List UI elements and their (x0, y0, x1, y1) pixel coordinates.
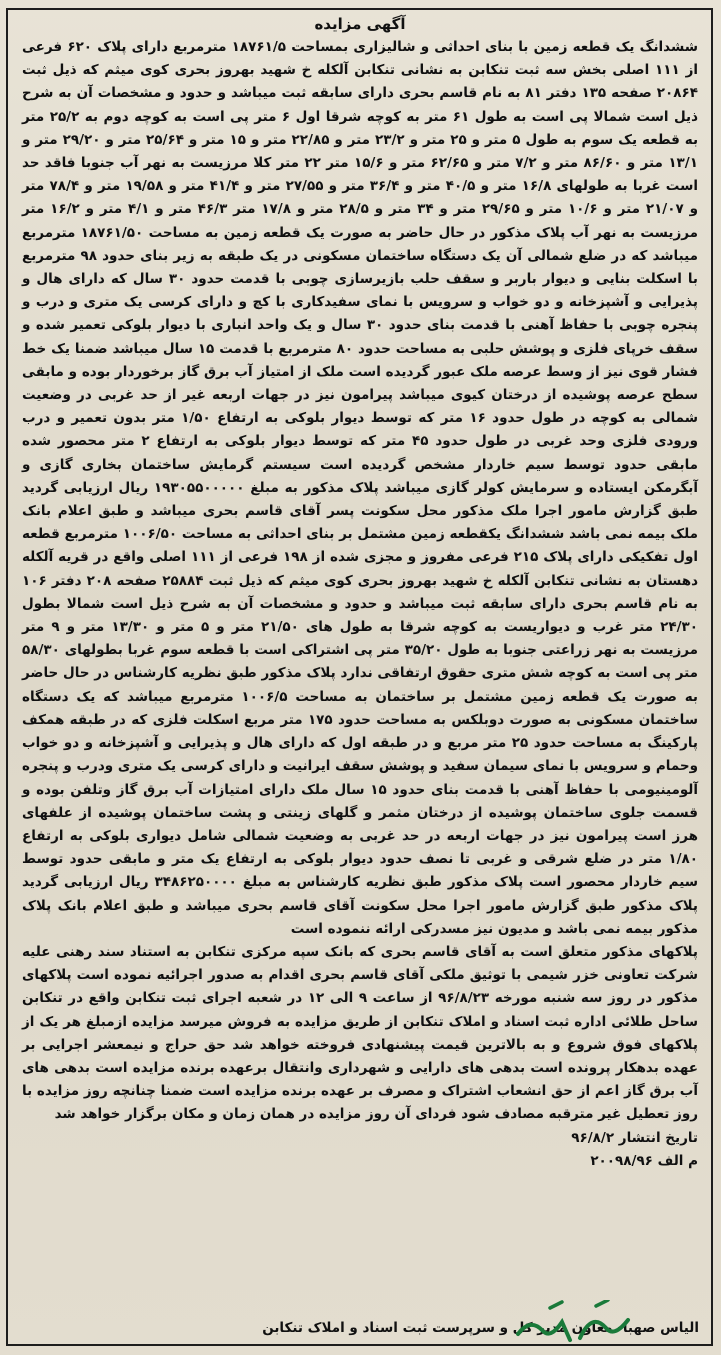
signature-line: الیاس صهبا- معاون مدیر کل و سرپرست ثبت اسناد و املاک تنکابن (262, 1320, 699, 1336)
handwritten-annotation (510, 1300, 640, 1350)
reference-number: م الف ۲۰۰۹۸/۹۶ (590, 1152, 698, 1169)
notice-paragraph-2: پلاکهای مذکور متعلق است به آقای قاسم بحری که بانک سپه مرکزی تنکابن به استناد سند رهنی علیه شرکت تعاونی خزر شیمی با توثیق ملکی آقای قاسم بحری اقدام به صدور اجرائیه نموده است پلاکهای مذکور در روز سه شنبه مورخه ۹۶/۸/۲۳ از ساعت ۹ الی ۱۲ در شعبه اجرای ثبت تنکابن واقع در تنکابن ساحل طلائی اداره ثبت اسناد و املاک تنکابن از طریق مزایده به فروش میرسد مزایده ازمبلغ هر یک از پلاکهای فوق شروع و به بالاترین قیمت پیشنهادی فروخته خواهد شد حق حراج و نیمعشر اجرایی بر عهده بدهکار پرونده است بدهی های دارایی و شهرداری وانتقال برعهده برنده مزایده است بدهی های آب برق گاز اعم از حق انشعاب اشتراک و مصرف بر عهده برنده مزایده است ضمنا چنانچه روز مزایده با روز تعطیل غیر مترقبه مصادف شود فردای آن روز مزایده در همان زمان و مکان برگزار خواهد شد (22, 943, 698, 1123)
notice-paragraph-1: ششدانگ یک قطعه زمین با بنای احداثی و شالیزاری بمساحت ۱۸۷۶۱/۵ مترمربع دارای پلاک ۶۲۰ فرعی از ۱۱۱ اصلی بخش سه ثبت تنکابن به نشانی تنکابن آلکله خ شهید بهروز بحری کوی میثم که ذیل ثبت ۲۰۸۶۴ صفحه ۱۳۵ دفتر ۸۱ به نام قاسم بحری دارای سابقه ثبت میباشد و حدود و مشخصات آن به شرح ذیل است شمالا پی است به طول ۶۱ متر به کوچه شرقا اول ۶ متر پی است به کوچه دوم به ۲۵/۲ متر به قطعه یک سوم به طول ۵ متر و ۲۵ متر و ۲۳/۲ متر و ۲۲/۸۵ متر و ۱۵ متر و ۲۵/۶۴ متر و ۲۹/۲۰ متر و ۱۳/۱ متر و ۸۶/۶۰ متر و ۷/۲ متر و ۶۲/۶۵ متر و ۱۵/۶ متر ۲۲ متر کلا مرزیست به نهر آب جنوبا فاقد حد است غربا به طولهای ۱۶/۸ متر و ۴۰/۵ متر و ۳۶/۴ متر و ۲۷/۵۵ متر و ۴۱/۴ متر و ۱۹/۵۸ متر و ۷۸/۴ متر و ۲۱/۰۷ متر و ۱۰/۶ متر و ۲۹/۶۵ متر و ۳۴ متر و ۲۸/۵ متر و ۱۷/۸ متر ۴۶/۳ متر و ۴/۱ متر و ۱۶/۲ متر مرزیست به نهر آب پلاک مذکور در حال حاضر به صورت یک قطعه زمین به مساحت ۱۸۷۶۱/۵۰ مترمربع میباشد که در ضلع شمالی آن یک دستگاه ساختمان مسکونی در یک طبقه به زیر بنای حدود ۹۸ مترمربع با اسکلت بنایی و دیوار باربر و سقف حلب بازیرسازی چوبی با قدمت حدود ۳۰ سال که دارای هال و پذیرایی و آشپزخانه و دو خواب و سرویس با نمای سفیدکاری با کچ و دارای کرسی یک متری و درب و پنجره چوبی با حفاظ آهنی با قدمت بنای حدود ۳۰ سال و یک واحد انباری با دیوار بلوکی تعمیر شده و سقف خرپای فلزی و پوشش حلبی به مساحت حدود ۸۰ مترمربع با قدمت ۱۵ سال میباشد ضمنا یک خط فشار قوی نیز از وسط عرصه ملک عبور گردیده است ملک از امتیاز آب برق گاز برخوردار بوده و مابقی سطح عرصه پوشیده از درختان کیوی میباشد پیرامون نیز در جهات اربعه غیر از حد غربی در وضعیت شمالی به کوچه در طول حدود ۱۶ متر که توسط دیوار بلوکی به ارتفاع ۱/۵۰ متر بدون تعمیر و درب ورودی فلزی وحد غربی در طول حدود ۴۵ متر که توسط دیوار بلوکی به ارتفاع ۲ متر محصور شده مابقی حدود توسط سیم خاردار مشخص گردیده است سیستم گرمایش ساختمان بخاری گازی و آبگرمکن ایستاده و سرمایش کولر گازی میباشد پلاک مذکور به مبلغ ۱۹۳۰۵۵۰۰۰۰۰ ریال ارزیابی گردید طبق گزارش مامور اجرا ملک مذکور محل سکونت پسر آقای قاسم بحری میباشد و طبق اعلام بانک ملک بیمه نمی باشد ششدانگ یکقطعه زمین مشتمل بر بنای احداثی به مساحت ۱۰۰۶/۵۰ مترمربع قطعه اول تفکیکی دارای پلاک ۲۱۵ فرعی مفروز و مجزی شده از ۱۹۸ فرعی از ۱۱۱ اصلی واقع در قریه آلکله دهستان به نشانی تنکابن آلکله خ شهید بهروز بحری کوی میثم که ذیل ثبت ۲۵۸۸۴ صفحه ۲۰۸ دفتر ۱۰۶ به نام قاسم بحری دارای سابقه ثبت میباشد و حدود و مشخصات آن به شرح ذیل است شمالا بطول ۲۴/۳۰ متر غرب و دیواریست به کوچه شرقا به طول های ۲۱/۵۰ متر و ۵ متر و ۱۳/۳۰ متر و ۹ متر مرزیست به نهر زراعتی جنوبا به طول ۳۵/۲۰ متر پی اشتراکی است با قطعه سوم غربا بطولهای ۵۸/۳۰ متر پی است به کوچه شش متری حقوق ارتفاقی ندارد پلاک مذکور طبق نظریه کارشناس در حال حاضر به صورت یک قطعه زمین مشتمل بر ساختمان به مساحت ۱۰۰۶/۵ مترمربع میباشد که یک دستگاه ساختمان مسکونی به صورت دوبلکس به مساحت حدود ۱۷۵ متر مربع اسکلت فلزی که در طبقه همکف پارکینگ به مساحت حدود ۲۵ متر مربع و در طبقه اول که دارای هال و پذیرایی و آشپزخانه و دو خواب وحمام و سرویس با نمای سیمان سفید و پوشش سقف ایرانیت و دارای کرسی یک متری ودرب و پنجره آلومینیومی با حفاظ آهنی با قدمت بنای حدود ۱۵ سال ملک دارای امتیازات آب برق گاز وتلفن بوده و قسمت جلوی ساختمان پوشیده از درختان مثمر و گلهای زینتی و پشت ساختمان پوشیده از علفهای هرز است پیرامون نیز در جهات اربعه در حد غربی به وضعیت شمالی شامل دیواری بلوکی به ارتفاع ۱/۸۰ متر در ضلع شرقی و غربی تا نصف حدود دیوار بلوکی به ارتفاع یک متر و مابقی حدود توسط سیم خاردار محصور است پلاک مذکور طبق نظریه کارشناس به مبلغ ۳۴۸۶۲۵۰۰۰۰ ریال ارزیابی گردید پلاک مذکور طبق گزارش مامور اجرا محل سکونت آقای قاسم بحری میباشد و طبق اعلام بانک پلاک مذکور بیمه نمی باشد و مدیون نیز مسدرکی ارائه ننموده است (22, 39, 699, 937)
notice-title: آگهی مزایده (314, 15, 406, 33)
auction-notice (22, 12, 698, 1173)
publish-date: تاریخ انتشار ۹۶/۸/۲ (571, 1129, 698, 1146)
